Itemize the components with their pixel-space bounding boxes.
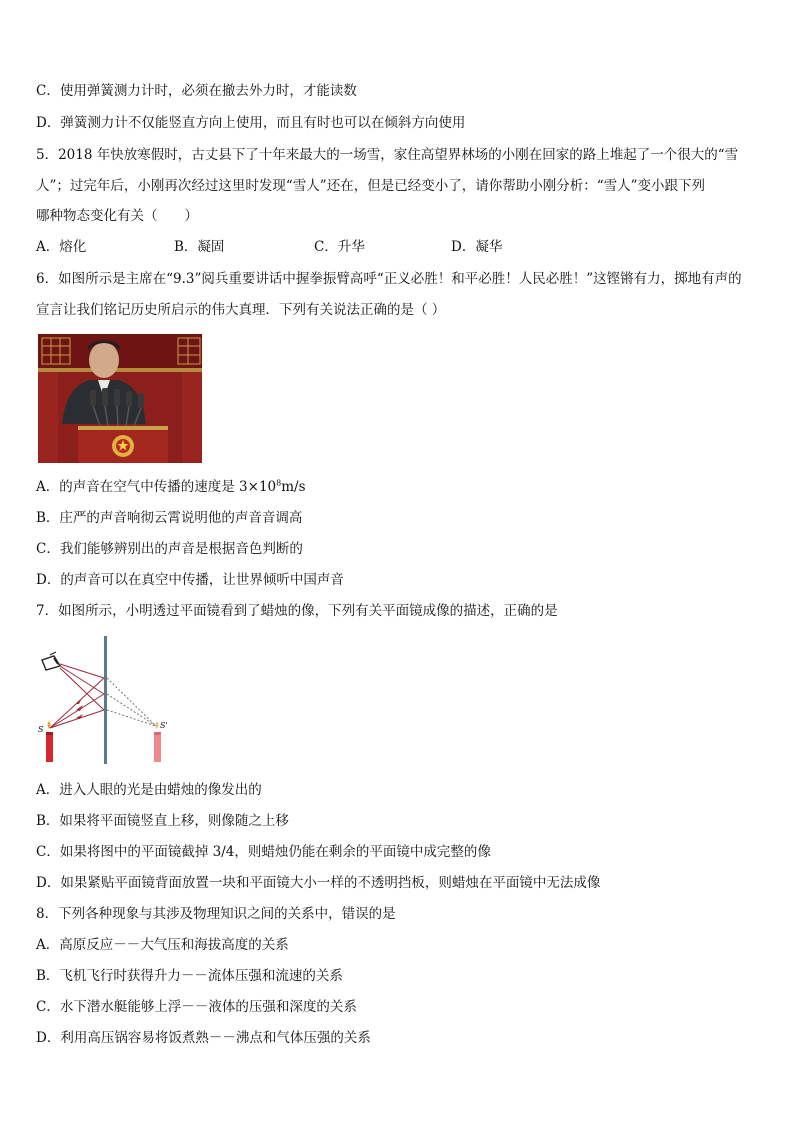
q6-option-b: B．庄严的声音响彻云霄说明他的声音音调高 [36, 510, 303, 526]
source-label: S [38, 725, 44, 734]
q5-option-d: D．凝华 [451, 239, 503, 255]
q6-option-a-suffix: m/s [281, 479, 306, 495]
q7-option-c: C．如果将图中的平面镜截掉 3/4，则蜡烛仍能在剩余的平面镜中成完整的像 [36, 844, 491, 860]
q8-stem: 8．下列各种现象与其涉及物理知识之间的关系中，错误的是 [36, 906, 396, 922]
q8-option-b: B．飞机飞行时获得升力－－流体压强和流速的关系 [36, 968, 343, 984]
q7-option-a: A．进入人眼的光是由蜡烛的像发出的 [36, 782, 262, 798]
mirror [104, 636, 107, 764]
q6-option-d: D．的声音可以在真空中传播，让世界倾听中国声音 [36, 572, 344, 588]
q6-stem-line-2: 宣言让我们铭记历史所启示的伟大真理．下列有关说法正确的是（ ） [36, 302, 446, 318]
q6-option-a-exponent: 8 [276, 478, 282, 488]
q5-option-b: B．凝固 [174, 239, 225, 255]
q7-option-b: B．如果将平面镜竖直上移，则像随之上移 [36, 813, 289, 829]
q6-option-c: C．我们能够辨别出的声音是根据音色判断的 [36, 541, 303, 557]
q7-option-d: D．如果紧贴平面镜背面放置一块和平面镜大小一样的不透明挡板，则蜡烛在平面镜中无法成像 [36, 875, 601, 891]
q4-option-d: D．弹簧测力计不仅能竖直方向上使用，而且有时也可以在倾斜方向使用 [36, 115, 466, 131]
q5-stem-line-1: 5．2018 年快放寒假时，古丈县下了十年来最大的一场雪，家住高望界林场的小刚在回家的路上堆起了一个很大的“雪 [36, 147, 739, 163]
q6-stem-line-1: 6．如图所示是主席在“9.3”阅兵重要讲话中握拳振臂高呼“正义必胜！和平必胜！人民必胜！”这铿锵有力，掷地有声的 [36, 271, 742, 287]
q8-option-c: C．水下潜水艇能够上浮－－液体的压强和深度的关系 [36, 999, 357, 1015]
image-label: S' [160, 721, 168, 730]
q8-option-a: A．高原反应－－大气压和海拔高度的关系 [36, 937, 289, 953]
q6-option-a [36, 478, 306, 496]
eye-icon [42, 652, 60, 670]
q8-option-d: D．利用高压锅容易将饭煮熟－－沸点和气体压强的关系 [36, 1030, 371, 1046]
q5-option-c: C．升华 [314, 239, 365, 255]
plane-mirror-diagram [36, 636, 186, 766]
q5-option-a: A．熔化 [36, 239, 87, 255]
q5-stem-line-2: 人”；过完年后，小刚再次经过这里时发现“雪人”还在，但是已经变小了，请你帮助小刚分析：“雪人”变小跟下列 [36, 178, 706, 194]
q7-stem: 7．如图所示，小明透过平面镜看到了蜡烛的像，下列有关平面镜成像的描述，正确的是 [36, 603, 558, 619]
q5-stem-line-3: 哪种物态变化有关（ ） [36, 208, 198, 224]
q4-option-c: C．使用弹簧测力计时，必须在撤去外力时，才能读数 [36, 83, 357, 99]
q6-option-a-prefix: A．的声音在空气中传播的速度是 3×10 [36, 479, 277, 495]
speech-photo [38, 334, 202, 463]
